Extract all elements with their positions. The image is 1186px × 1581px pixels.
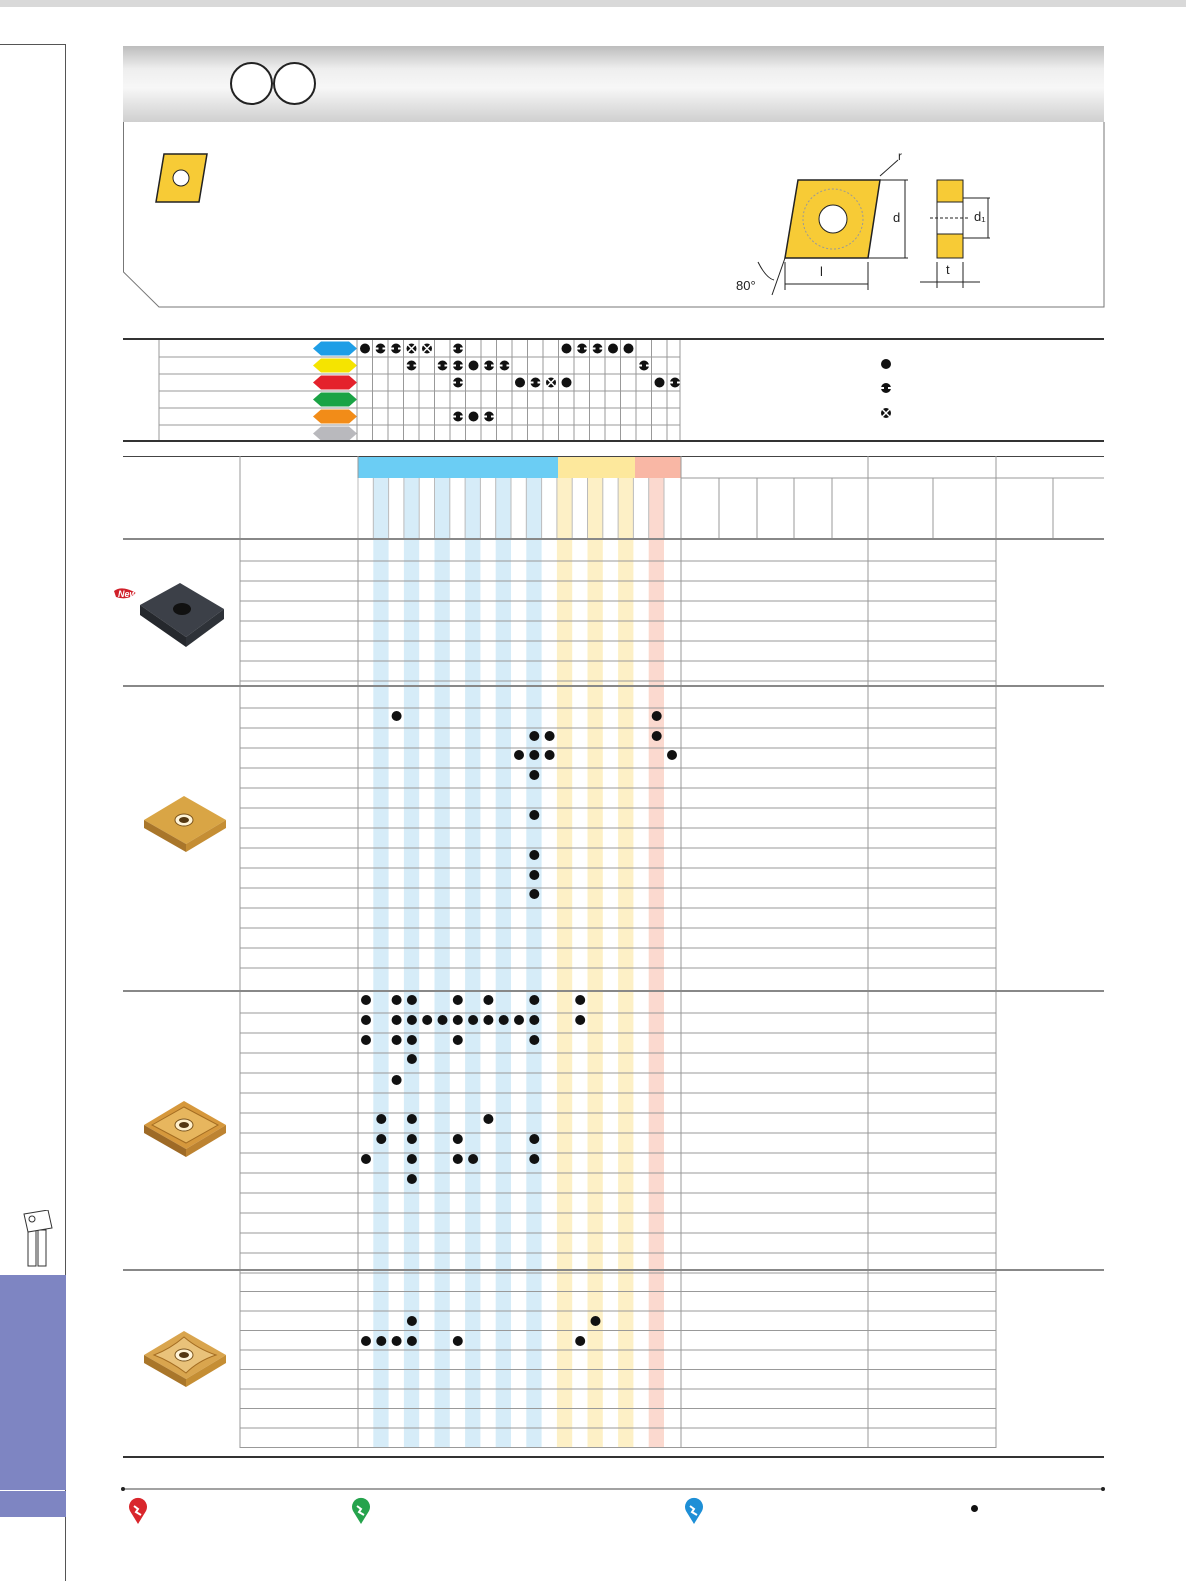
grade-availability-dot	[392, 711, 402, 721]
grade-availability-dot	[529, 889, 539, 899]
grade-column-head	[450, 478, 465, 538]
grade-availability-dot	[529, 870, 539, 880]
grade-availability-dot	[453, 1035, 463, 1045]
grade-availability-dot	[529, 810, 539, 820]
legend-half-circle-notch-l	[881, 387, 884, 389]
grade-availability-dot	[529, 850, 539, 860]
grade-availability-dot	[438, 1015, 448, 1025]
grade-availability-dot	[453, 1336, 463, 1346]
red-pin-icon[interactable]	[127, 1497, 149, 1525]
grade-availability-dot	[392, 1035, 402, 1045]
grade-mark-notch-r	[460, 348, 463, 350]
dim-t-label: t	[946, 262, 950, 277]
header-blue	[358, 457, 558, 478]
insert-image-gold-chipbreaker	[140, 1095, 230, 1165]
grade-mark-notch-r	[491, 416, 494, 418]
section-tab-lower[interactable]	[0, 1491, 66, 1517]
grade-mark-notch-l	[484, 416, 487, 418]
dim-angle-label: 80°	[736, 278, 756, 293]
green-pin-icon[interactable]	[350, 1497, 372, 1525]
grade-availability-dot	[407, 1154, 417, 1164]
grade-mark-notch-r	[460, 416, 463, 418]
grade-availability-dot	[361, 1035, 371, 1045]
grade-column-head	[511, 478, 526, 538]
grade-mark-notch-l	[484, 365, 487, 367]
grade-column-head	[588, 478, 603, 538]
footer-rule	[118, 1483, 1108, 1495]
grade-availability-dot	[453, 1134, 463, 1144]
grade-availability-dot	[407, 1134, 417, 1144]
grade-availability-dot	[407, 1174, 417, 1184]
grade-availability-dot	[392, 995, 402, 1005]
insert-image-gold-wavy	[140, 1325, 230, 1395]
grade-mark-notch-l	[453, 382, 456, 384]
grade-availability-dot	[529, 1035, 539, 1045]
grade-availability-dot	[591, 1316, 601, 1326]
grade-availability-dot	[529, 1154, 539, 1164]
header-red	[635, 457, 681, 478]
grade-availability-dot	[407, 1316, 417, 1326]
grade-mark-notch-r	[491, 365, 494, 367]
dim-d1-label: d₁	[974, 209, 986, 224]
material-color-badge	[313, 342, 357, 356]
grade-availability-dot	[392, 1075, 402, 1085]
grade-column-head	[373, 478, 388, 538]
grade-availability-dot	[575, 1015, 585, 1025]
grade-availability-dot	[453, 995, 463, 1005]
grade-availability-dot	[529, 770, 539, 780]
grade-availability-dot	[422, 1015, 432, 1025]
grade-mark-notch-l	[453, 348, 456, 350]
grade-availability-dot	[453, 1015, 463, 1025]
grade-availability-dot	[453, 1154, 463, 1164]
side-index-frame	[0, 44, 66, 1204]
footer-dot	[971, 1505, 978, 1512]
grade-mark-notch-l	[376, 348, 379, 350]
grade-mark-notch-r	[584, 348, 587, 350]
grade-column-head	[358, 478, 373, 538]
grade-availability-dot	[376, 1114, 386, 1124]
table-bottom-rule	[123, 1456, 1104, 1458]
grade-mark-notch-l	[593, 348, 596, 350]
table-header	[123, 456, 1104, 540]
grade-availability-dot	[361, 1336, 371, 1346]
grade-availability-dot	[483, 1114, 493, 1124]
grade-column-head	[557, 478, 572, 538]
grade-column-head	[542, 478, 557, 538]
grade-column-head	[419, 478, 434, 538]
grade-column-head	[618, 478, 633, 538]
grade-mark	[562, 378, 572, 388]
tool-holder-icon[interactable]	[20, 1210, 56, 1268]
material-color-badge	[313, 359, 357, 373]
grade-availability-dot	[376, 1134, 386, 1144]
insert-dimension-diagram	[730, 150, 990, 300]
grade-availability-dot	[529, 1134, 539, 1144]
grade-mark-notch-l	[670, 382, 673, 384]
grade-mark-notch-r	[398, 348, 401, 350]
grade-mark-notch-l	[438, 365, 441, 367]
insert-image-gold-plain	[140, 790, 230, 860]
grade-mark-notch-r	[677, 382, 680, 384]
title-band	[123, 46, 1104, 122]
grade-mark-notch-r	[507, 365, 510, 367]
grade-availability-dot	[545, 750, 555, 760]
grade-mark-notch-r	[383, 348, 386, 350]
grade-mark	[608, 344, 618, 354]
grade-mark	[515, 378, 525, 388]
grade-availability-dot	[407, 1336, 417, 1346]
material-color-badge	[313, 376, 357, 390]
grade-mark-notch-l	[500, 365, 503, 367]
grade-availability-dot	[529, 750, 539, 760]
grade-mark	[360, 344, 370, 354]
material-color-badge	[313, 393, 357, 407]
top-bar	[0, 0, 1186, 7]
grade-availability-dot	[407, 1015, 417, 1025]
grade-mark-notch-r	[600, 348, 603, 350]
grade-column-head	[496, 478, 511, 538]
grade-availability-dot	[407, 1035, 417, 1045]
grade-column-head	[404, 478, 419, 538]
dim-l-label: l	[820, 264, 823, 279]
title-circle-1	[230, 62, 273, 105]
grade-availability-dot	[514, 1015, 524, 1025]
material-color-badge	[313, 427, 357, 441]
grade-availability-dot	[652, 731, 662, 741]
grade-availability-dot	[667, 750, 677, 760]
grade-mark	[624, 344, 634, 354]
grade-availability-dot	[514, 750, 524, 760]
grade-column-head	[664, 478, 679, 538]
grade-column-head	[633, 478, 648, 538]
product-table	[123, 538, 1104, 1448]
grade-mark-notch-r	[460, 365, 463, 367]
grade-availability-dot	[575, 995, 585, 1005]
grade-availability-dot	[545, 731, 555, 741]
grade-mark-notch-l	[639, 365, 642, 367]
grade-mark-notch-r	[646, 365, 649, 367]
insert-shape-icon	[154, 152, 209, 204]
grade-availability-dot	[376, 1336, 386, 1346]
material-color-badge	[313, 410, 357, 424]
grade-column-head	[389, 478, 404, 538]
grade-mark-notch-l	[391, 348, 394, 350]
material-grade-legend	[123, 340, 1104, 440]
grade-column-head	[480, 478, 495, 538]
grade-availability-dot	[529, 995, 539, 1005]
grade-availability-dot	[529, 731, 539, 741]
title-circle-2	[273, 62, 316, 105]
dim-d-label: d	[893, 210, 901, 225]
grade-mark-notch-l	[453, 365, 456, 367]
grade-mark-notch-r	[460, 382, 463, 384]
grade-availability-dot	[361, 1154, 371, 1164]
grade-mark	[562, 344, 572, 354]
grade-availability-dot	[392, 1015, 402, 1025]
grade-column-head	[465, 478, 480, 538]
grade-mark-notch-l	[453, 416, 456, 418]
grade-mark	[655, 378, 665, 388]
grade-column-head	[435, 478, 450, 538]
grade-mark-notch-r	[414, 365, 417, 367]
grade-column-head	[649, 478, 664, 538]
insert-image-dark-new	[108, 575, 228, 655]
grade-availability-dot	[575, 1336, 585, 1346]
legend-half-circle-notch-r	[888, 387, 891, 389]
grade-mark	[469, 361, 479, 371]
grade-availability-dot	[529, 1015, 539, 1025]
grade-availability-dot	[483, 1015, 493, 1025]
grade-mark-notch-l	[577, 348, 580, 350]
grade-mark-notch-l	[407, 365, 410, 367]
grade-column-head	[603, 478, 618, 538]
grade-mark-notch-l	[531, 382, 534, 384]
grade-mark-notch-r	[445, 365, 448, 367]
grade-mark	[469, 412, 479, 422]
grade-column-head	[526, 478, 541, 538]
grade-availability-dot	[392, 1336, 402, 1346]
legend-bottom-rule	[123, 440, 1104, 442]
grade-availability-dot	[468, 1015, 478, 1025]
section-tab[interactable]	[0, 1275, 66, 1490]
grade-availability-dot	[652, 711, 662, 721]
grade-availability-dot	[407, 1054, 417, 1064]
grade-column-head	[572, 478, 587, 538]
grade-availability-dot	[483, 995, 493, 1005]
dim-r-label: r	[898, 150, 902, 163]
legend-filled-circle	[881, 359, 891, 369]
grade-availability-dot	[361, 1015, 371, 1025]
grade-availability-dot	[407, 1114, 417, 1124]
grade-availability-dot	[361, 995, 371, 1005]
header-yellow	[558, 457, 635, 478]
grade-availability-dot	[407, 995, 417, 1005]
new-badge: New	[118, 589, 137, 599]
grade-availability-dot	[499, 1015, 509, 1025]
grade-mark-notch-r	[538, 382, 541, 384]
grade-availability-dot	[468, 1154, 478, 1164]
blue-pin-icon[interactable]	[683, 1497, 705, 1525]
